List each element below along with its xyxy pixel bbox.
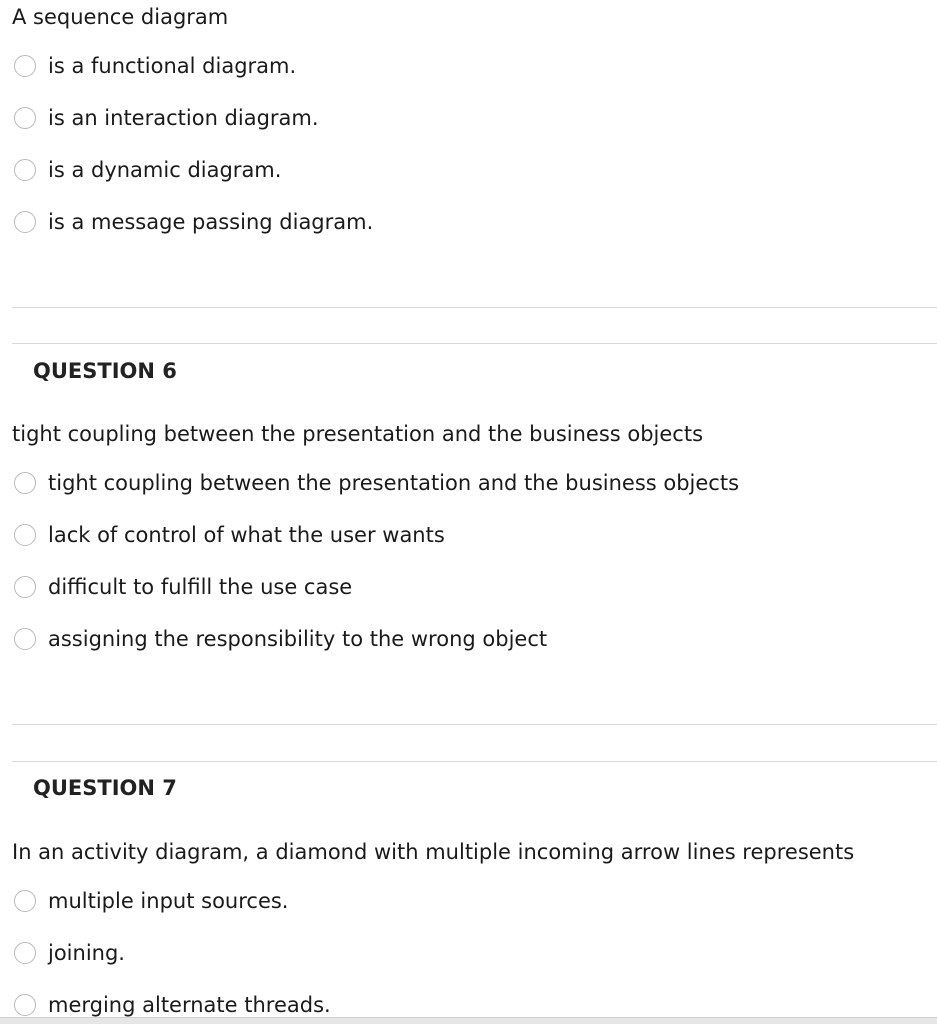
question-7-header: QUESTION 7 — [33, 776, 177, 800]
question-6-option-3[interactable] — [14, 573, 352, 601]
question-5-option-4[interactable] — [14, 208, 373, 236]
option-label: merging alternate threads. — [48, 993, 331, 1017]
question-5-prompt: A sequence diagram — [12, 5, 229, 29]
option-label: is a message passing diagram. — [48, 210, 374, 234]
radio-button[interactable] — [14, 890, 36, 912]
radio-button[interactable] — [14, 55, 36, 77]
radio-button[interactable] — [14, 628, 36, 650]
option-label: tight coupling between the presentation and the business objects — [48, 471, 740, 495]
question-7-option-3[interactable] — [14, 991, 331, 1019]
question-6-option-4[interactable] — [14, 625, 547, 653]
question-5-option-2[interactable] — [14, 104, 319, 132]
question-7-option-2[interactable] — [14, 939, 125, 967]
question-5-option-3[interactable] — [14, 156, 281, 184]
option-label: is a dynamic diagram. — [48, 158, 282, 182]
radio-button[interactable] — [14, 942, 36, 964]
radio-button[interactable] — [14, 524, 36, 546]
question-6-prompt: tight coupling between the presentation and the business objects — [12, 422, 704, 446]
horizontal-scrollbar[interactable] — [0, 1017, 937, 1024]
option-label: assigning the responsibility to the wrong object — [48, 627, 548, 651]
option-label: multiple input sources. — [48, 889, 289, 913]
option-label: lack of control of what the user wants — [48, 523, 445, 547]
question-7-prompt: In an activity diagram, a diamond with multiple incoming arrow lines represents — [12, 840, 855, 864]
option-label: is an interaction diagram. — [48, 106, 319, 130]
radio-button[interactable] — [14, 576, 36, 598]
question-6-option-1[interactable] — [14, 469, 739, 497]
divider — [12, 343, 937, 344]
option-label: is a functional diagram. — [48, 54, 297, 78]
divider — [12, 761, 937, 762]
question-6-header: QUESTION 6 — [33, 359, 177, 383]
option-label: joining. — [48, 941, 125, 965]
radio-button[interactable] — [14, 159, 36, 181]
radio-button[interactable] — [14, 107, 36, 129]
question-5-option-1[interactable] — [14, 52, 296, 80]
radio-button[interactable] — [14, 472, 36, 494]
divider — [12, 307, 937, 308]
question-6-option-2[interactable] — [14, 521, 445, 549]
radio-button[interactable] — [14, 994, 36, 1016]
question-7-option-1[interactable] — [14, 887, 288, 915]
radio-button[interactable] — [14, 211, 36, 233]
option-label: difficult to fulfill the use case — [48, 575, 353, 599]
divider — [12, 724, 937, 725]
